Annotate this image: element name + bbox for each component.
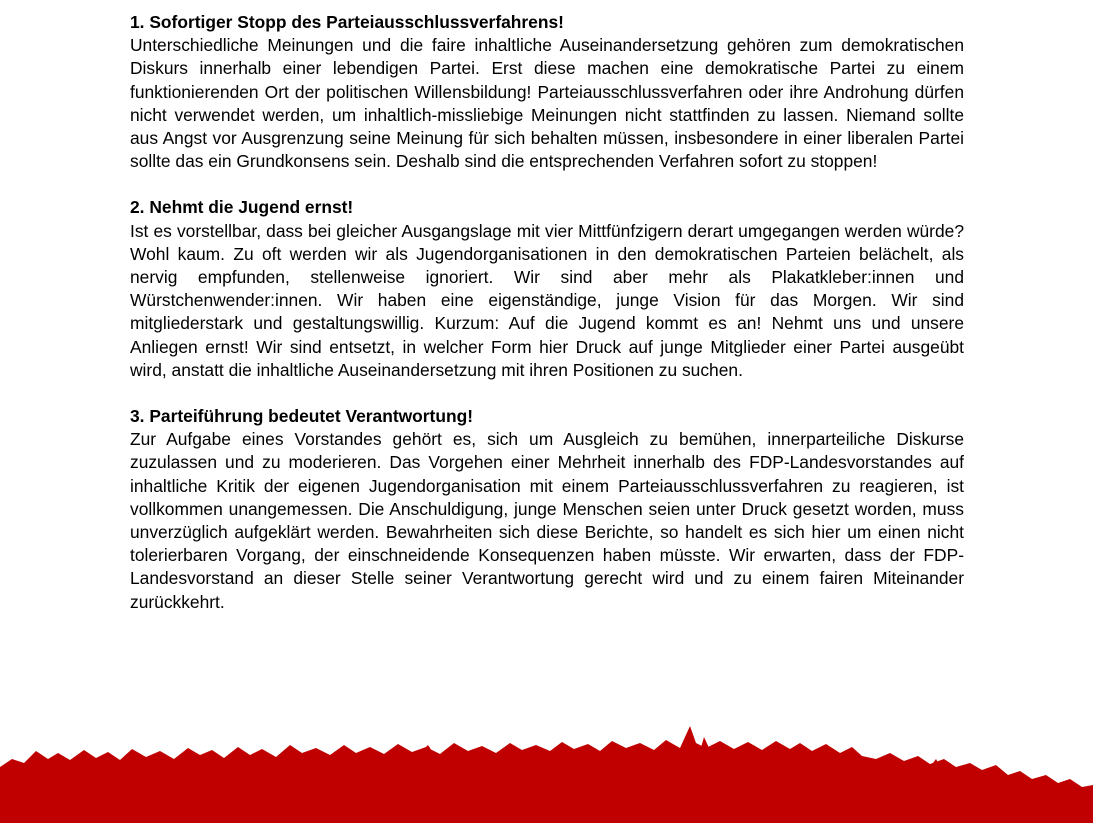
section-3-body: Zur Aufgabe eines Vorstandes gehört es, sich um Ausgleich zu bemühen, innerparteiliche Diskurse zuzulassen und zu moderieren. Das Vorgehen einer Mehrheit innerhalb des FDP-Landesvorstandes auf inhaltliche Kritik der eigenen Jugendorganisation mit einem Parteiausschlussverfahren zu reagieren, ist vollkommen unangemessen. Die Anschuldigung, junge Menschen seien unter Druck gesetzt worden, muss unverzüglich aufgeklärt werden. Bewahrheiten sich diese Berichte, so handelt es sich hier um einen nicht tolerierbaren Vorgang, der einschneidende Konsequenzen haben müsste. Wir erwarten, dass der FDP-Landesvorstand an dieser Stelle seiner Verantwortung gerecht wird und zu einem fairen Miteinander zurückkehrt. [130,429,964,612]
red-brush-band [0,723,1093,823]
section-3-heading: 3. Parteiführung bedeutet Verantwortung! [130,406,474,427]
section-3 [130,405,964,614]
section-1 [130,11,964,173]
section-1-heading: 1. Sofortiger Stopp des Parteiausschlussverfahrens! [130,12,564,32]
section-2 [130,196,964,382]
section-1-body: Unterschiedliche Meinungen und die faire inhaltliche Auseinandersetzung gehören zum demokratischen Diskurs innerhalb einer lebendigen Partei. Erst diese machen eine demokratische Partei zu einem funktionierenden Ort der politischen Willensbildung! Parteiausschlussverfahren oder ihre Androhung dürfen nicht verwendet werden, um inhaltlich-missliebige Meinungen nicht stattfinden zu lassen. Niemand sollte aus Angst vor Ausgrenzung seine Meinung für sich behalten müssen, insbesondere in einer liberalen Partei sollte das ein Grundkonsens sein. Deshalb sind die entsprechenden Verfahren sofort zu stoppen! [130,35,964,172]
section-2-heading: 2. Nehmt die Jugend ernst! [130,197,354,218]
document-body [130,11,964,637]
section-2-body: Ist es vorstellbar, dass bei gleicher Ausgangslage mit vier Mittfünfzigern derart umgegangen werden würde? Wohl kaum. Zu oft werden wir als Jugendorganisationen in den demokratischen Parteien belächelt, als nervig empfunden, stellenweise ignoriert. Wir sind aber mehr als Plakatkleber:innen und Würstchenwender:innen. Wir haben eine eigenständige, junge Vision für das Morgen. Wir sind mitgliederstark und gestaltungswillig. Kurzum: Auf die Jugend kommt es an! Nehmt uns und unsere Anliegen ernst! Wir sind entsetzt, in welcher Form hier Druck auf junge Mitglieder einer Partei ausgeübt wird, anstatt die inhaltliche Auseinandersetzung mit ihren Positionen zu suchen. [130,220,964,380]
